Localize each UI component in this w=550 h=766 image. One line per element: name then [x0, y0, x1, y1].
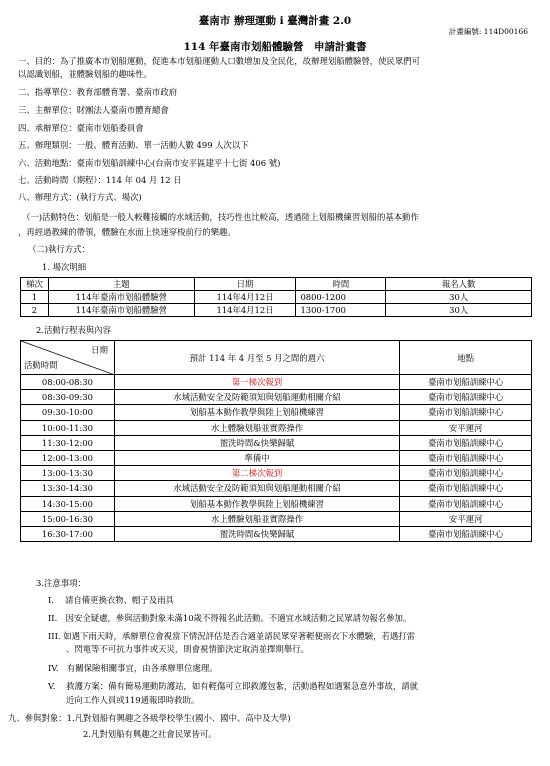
cell-location: 臺南市划船訓練中心 — [400, 526, 532, 541]
table-row — [21, 511, 532, 526]
sessions-heading: 1. 場次明細 — [42, 262, 87, 272]
purpose-line-2: 以認識划船，並體驗划船的趣味性。 — [18, 69, 152, 79]
col-header-batch: 梯次 — [21, 278, 49, 291]
cell-date: 114年4月12日 — [194, 304, 296, 317]
note-item: V. 救護方案：備有簡易運動防護站，如有輕傷可立即救護包紮，活動過程如遇緊急意外事故，請就 — [48, 681, 419, 691]
cell-content: 第一梯次報到 — [114, 375, 399, 390]
participants-line-1: 九、參與對象：1.凡對划船有興趣之各級學校學生(國小、國中、高中及大學) — [8, 713, 291, 723]
cell-theme: 114年臺南市划船體驗營 — [48, 304, 194, 317]
schedule-body — [21, 375, 532, 542]
cell-location: 安平運河 — [400, 420, 532, 435]
cell-time: 13:30-14:30 — [21, 481, 115, 496]
feature-line-2: ，再經過教練的帶領，體驗在水面上快速穿梭前行的樂趣。 — [18, 227, 236, 237]
document-title: 臺南市 辦理運動 i 臺灣計畫 2.0 — [198, 15, 352, 27]
cell-location: 臺南市划船訓練中心 — [400, 375, 532, 390]
cell-time: 08:30-09:30 — [21, 390, 115, 405]
cell-location: 臺南市划船訓練中心 — [400, 405, 532, 420]
executing-unit: 四、承辦單位：臺南市划船委員會 — [18, 123, 144, 133]
note-item: III. 如遇下雨天時，承辦單位會視當下情況評估是否合適並請民眾穿著輕便雨衣下水體驗，若遇打雷 — [48, 631, 415, 641]
table-row — [21, 390, 532, 405]
participants-line-2: 2.凡對划船有興趣之社會民眾皆可。 — [83, 729, 217, 739]
cell-content: 划船基本動作教學與陸上划船機練習 — [114, 405, 399, 420]
cell-time: 1300-1700 — [296, 304, 386, 317]
cell-location: 臺南市划船訓練中心 — [400, 435, 532, 450]
cell-time: 0800-1200 — [296, 291, 386, 304]
table-row — [21, 526, 532, 541]
plan-number: 計畫編號: 114D00166 — [448, 27, 528, 36]
cell-theme: 114年臺南市划船體驗營 — [48, 291, 194, 304]
table-row — [21, 496, 532, 511]
cell-content: 準備中 — [114, 450, 399, 465]
cell-location: 臺南市划船訓練中心 — [400, 496, 532, 511]
cell-content: 水上體驗划船並實際操作 — [114, 420, 399, 435]
execution-method: 八、辦理方式：(執行方式、場次) — [18, 192, 142, 202]
corner-date-label: 日期 — [91, 345, 108, 355]
cell-date: 114年4月12日 — [194, 291, 296, 304]
sessions-header-row — [21, 278, 532, 291]
cell-content: 划船基本動作教學與陸上划船機練習 — [114, 496, 399, 511]
table-row — [21, 450, 532, 465]
note-item-continued: 近向工作人員或119通報即時救助。 — [66, 695, 200, 705]
cell-batch: 1 — [21, 291, 49, 304]
table-row — [21, 405, 532, 420]
col-header-date: 日期 — [194, 278, 296, 291]
purpose-line-1: 一、目的：為了推廣本市划船運動，促進本市划船運動人口數增加及全民化，故辦理划船體驗營，使民眾們可 — [18, 56, 420, 66]
cell-content: 盥洗時間&快樂歸賦 — [114, 435, 399, 450]
execution-heading: （二)執行方式： — [28, 244, 90, 254]
cell-batch: 2 — [21, 304, 49, 317]
col-header-theme: 主題 — [48, 278, 194, 291]
document-subtitle: 114 年臺南市划船體驗營 申請計畫書 — [183, 41, 367, 53]
note-item: IV. 有關保險相關事宜，由各承辦單位處理。 — [48, 663, 218, 673]
table-row — [21, 291, 532, 304]
cell-time: 14:30-15:00 — [21, 496, 115, 511]
schedule-header-location: 地點 — [400, 341, 532, 375]
cell-location: 臺南市划船訓練中心 — [400, 450, 532, 465]
cell-registration: 30人 — [386, 304, 532, 317]
table-row — [21, 466, 532, 481]
cell-registration: 30人 — [386, 291, 532, 304]
table-row — [21, 481, 532, 496]
schedule-header-period: 預計 114 年 4 月至 5 月之間的週六 — [114, 341, 399, 375]
cell-time: 15:00-16:30 — [21, 511, 115, 526]
cell-content: 水域活動安全及防範須知與划船運動相關介紹 — [114, 390, 399, 405]
note-item: II. 因安全疑慮，參與活動對象未滿10歲不得報名此活動。不適宜水域活動之民眾請勿報名參加。 — [48, 613, 412, 623]
cell-time: 11:30-12:00 — [21, 435, 115, 450]
cell-content: 第二梯次報到 — [114, 466, 399, 481]
cell-content: 水上體驗划船並實際操作 — [114, 511, 399, 526]
cell-content: 盥洗時間&快樂歸賦 — [114, 526, 399, 541]
cell-content: 水域活動安全及防範須知與划船運動相關介紹 — [114, 481, 399, 496]
table-row — [21, 435, 532, 450]
table-row — [21, 375, 532, 390]
activity-date: 七、活動時間（期程）：114 年 04 月 12 日 — [18, 175, 182, 185]
activity-location: 六、活動地點：臺南市划船訓練中心(台南市安平區建平十七街 406 號) — [18, 158, 281, 168]
cell-time: 09:30-10:00 — [21, 405, 115, 420]
cell-time: 13:00-13:30 — [21, 466, 115, 481]
activity-category: 五、辦理類別：一般、體育活動、單一活動人數 499 人次以下 — [18, 140, 249, 150]
schedule-header-row — [21, 341, 532, 375]
cell-time: 16:30-17:00 — [21, 526, 115, 541]
guiding-unit: 二、指導單位：教育部體育署、臺南市政府 — [18, 87, 178, 97]
cell-location: 臺南市划船訓練中心 — [400, 481, 532, 496]
col-header-time: 時間 — [296, 278, 386, 291]
cell-time: 10:00-11:30 — [21, 420, 115, 435]
note-item: I. 請自備更換衣物、帽子及雨具 — [48, 595, 174, 605]
cell-time: 12:00-13:00 — [21, 450, 115, 465]
notes-heading: 3.注意事項： — [36, 578, 86, 588]
table-row — [21, 420, 532, 435]
cell-location: 臺南市划船訓練中心 — [400, 466, 532, 481]
organizer: 三、主辦單位：財團法人臺南市體育總會 — [18, 105, 169, 115]
cell-location: 安平運河 — [400, 511, 532, 526]
table-row — [21, 304, 532, 317]
corner-time-label: 活動時間 — [24, 360, 58, 370]
sessions-table — [20, 277, 532, 317]
col-header-registration: 報名人數 — [386, 278, 532, 291]
schedule-table — [20, 340, 532, 542]
cell-time: 08:00-08:30 — [21, 375, 115, 390]
note-item-continued: 、閃電等不可抗力事件或天災，則會視情節決定取消並擇期舉行。 — [66, 644, 309, 654]
schedule-heading: 2.活動行程表與內容 — [36, 325, 111, 335]
feature-line-1: （一)活動特色：划船是一般人較難接觸的水域活動，技巧性也比較高，透過陸上划船機練習划船的基本動作 — [22, 212, 419, 222]
cell-location: 臺南市划船訓練中心 — [400, 390, 532, 405]
schedule-corner-cell — [21, 341, 115, 375]
